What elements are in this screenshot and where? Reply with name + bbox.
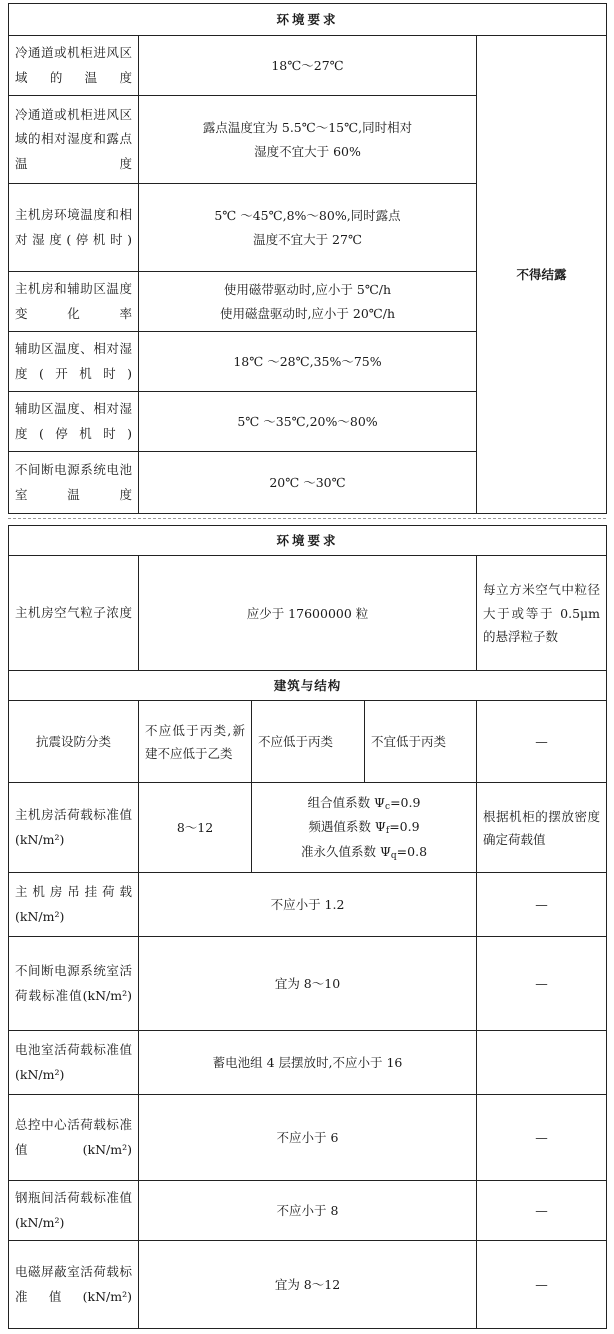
- row-value: 应少于 17600000 粒: [139, 556, 477, 671]
- table-header: 环境要求: [9, 526, 607, 556]
- row-label: 不间断电源系统室活荷载标准值(kN/m²): [9, 937, 139, 1031]
- row-note: —: [477, 1241, 607, 1329]
- row-value: 5℃ ～45℃,8%～80%,同时露点 温度不宜大于 27℃: [139, 184, 477, 272]
- table-row: [9, 873, 607, 937]
- row-label: 主机房活荷载标准值(kN/m²): [9, 783, 139, 873]
- table-row: [9, 1095, 607, 1181]
- row-note: —: [477, 1095, 607, 1181]
- table-row: [9, 36, 607, 96]
- row-label: 主机房空气粒子浓度: [9, 556, 139, 671]
- row-value: 不应小于 8: [139, 1181, 477, 1241]
- row-value: 20℃ ～30℃: [139, 452, 477, 514]
- row-note: 不得结露: [477, 36, 607, 514]
- table-row: [9, 1031, 607, 1095]
- load-coefficients: [252, 783, 477, 873]
- row-value: 宜为 8～10: [139, 937, 477, 1031]
- row-note: 每立方米空气中粒径大于或等于 0.5μm 的悬浮粒子数: [477, 556, 607, 671]
- row-value: 18℃ ～28℃,35%～75%: [139, 332, 477, 392]
- row-label: 不间断电源系统电池室温度: [9, 452, 139, 514]
- page-break-divider: [8, 518, 606, 521]
- row-label: 主机房吊挂荷载(kN/m²): [9, 873, 139, 937]
- table-row: [9, 556, 607, 671]
- row-value: 宜为 8～12: [139, 1241, 477, 1329]
- row-label: 冷通道或机柜进风区域的温度: [9, 36, 139, 96]
- row-label: 电磁屏蔽室活荷载标准值(kN/m²): [9, 1241, 139, 1329]
- row-value: 5℃ ～35℃,20%～80%: [139, 392, 477, 452]
- seismic-class-a: 不应低于丙类,新建不应低于乙类: [139, 701, 252, 783]
- row-label: 主机房和辅助区温度变化率: [9, 272, 139, 332]
- quasi-permanent-coefficient: 准永久值系数 $\Psi_q=0.8$: [300, 844, 428, 862]
- frequent-coefficient: 频遇值系数 $\Psi_f=0.9$: [308, 819, 420, 837]
- row-value: 不应小于 6: [139, 1095, 477, 1181]
- row-label: 主机房环境温度和相对湿度(停机时): [9, 184, 139, 272]
- row-value: 使用磁带驱动时,应小于 5℃/h 使用磁盘驱动时,应小于 20℃/h: [139, 272, 477, 332]
- combination-coefficient: 组合值系数 $\Psi_c=0.9$: [307, 794, 421, 812]
- seismic-class-b: 不应低于丙类: [252, 701, 365, 783]
- row-label: 抗震设防分类: [9, 701, 139, 783]
- row-note: [477, 1031, 607, 1095]
- row-label: 辅助区温度、相对湿度(停机时): [9, 392, 139, 452]
- table-row: [9, 783, 607, 873]
- row-value: 8～12: [139, 783, 252, 873]
- row-note: —: [477, 701, 607, 783]
- row-value: 不应小于 1.2: [139, 873, 477, 937]
- table-row: [9, 701, 607, 783]
- table-row: [9, 1181, 607, 1241]
- table-row: [9, 937, 607, 1031]
- row-note: —: [477, 937, 607, 1031]
- row-label: 辅助区温度、相对湿度(开机时): [9, 332, 139, 392]
- environment-requirements-table-2: [8, 525, 607, 1329]
- row-note: —: [477, 873, 607, 937]
- section-header: 建筑与结构: [9, 671, 607, 701]
- row-label: 总控中心活荷载标准值(kN/m²): [9, 1095, 139, 1181]
- row-label: 钢瓶间活荷载标准值(kN/m²): [9, 1181, 139, 1241]
- row-note: —: [477, 1181, 607, 1241]
- row-value: 18℃～27℃: [139, 36, 477, 96]
- table-header: 环境要求: [9, 4, 607, 36]
- environment-requirements-table-1: [8, 3, 607, 514]
- row-label: 电池室活荷载标准值(kN/m²): [9, 1031, 139, 1095]
- row-value: 露点温度宜为 5.5℃～15℃,同时相对 湿度不宜大于 60%: [139, 96, 477, 184]
- row-label: 冷通道或机柜进风区域的相对湿度和露点温度: [9, 96, 139, 184]
- table-row: [9, 1241, 607, 1329]
- seismic-class-c: 不宜低于丙类: [365, 701, 477, 783]
- row-note: 根据机柜的摆放密度确定荷载值: [477, 783, 607, 873]
- row-value: 蓄电池组 4 层摆放时,不应小于 16: [139, 1031, 477, 1095]
